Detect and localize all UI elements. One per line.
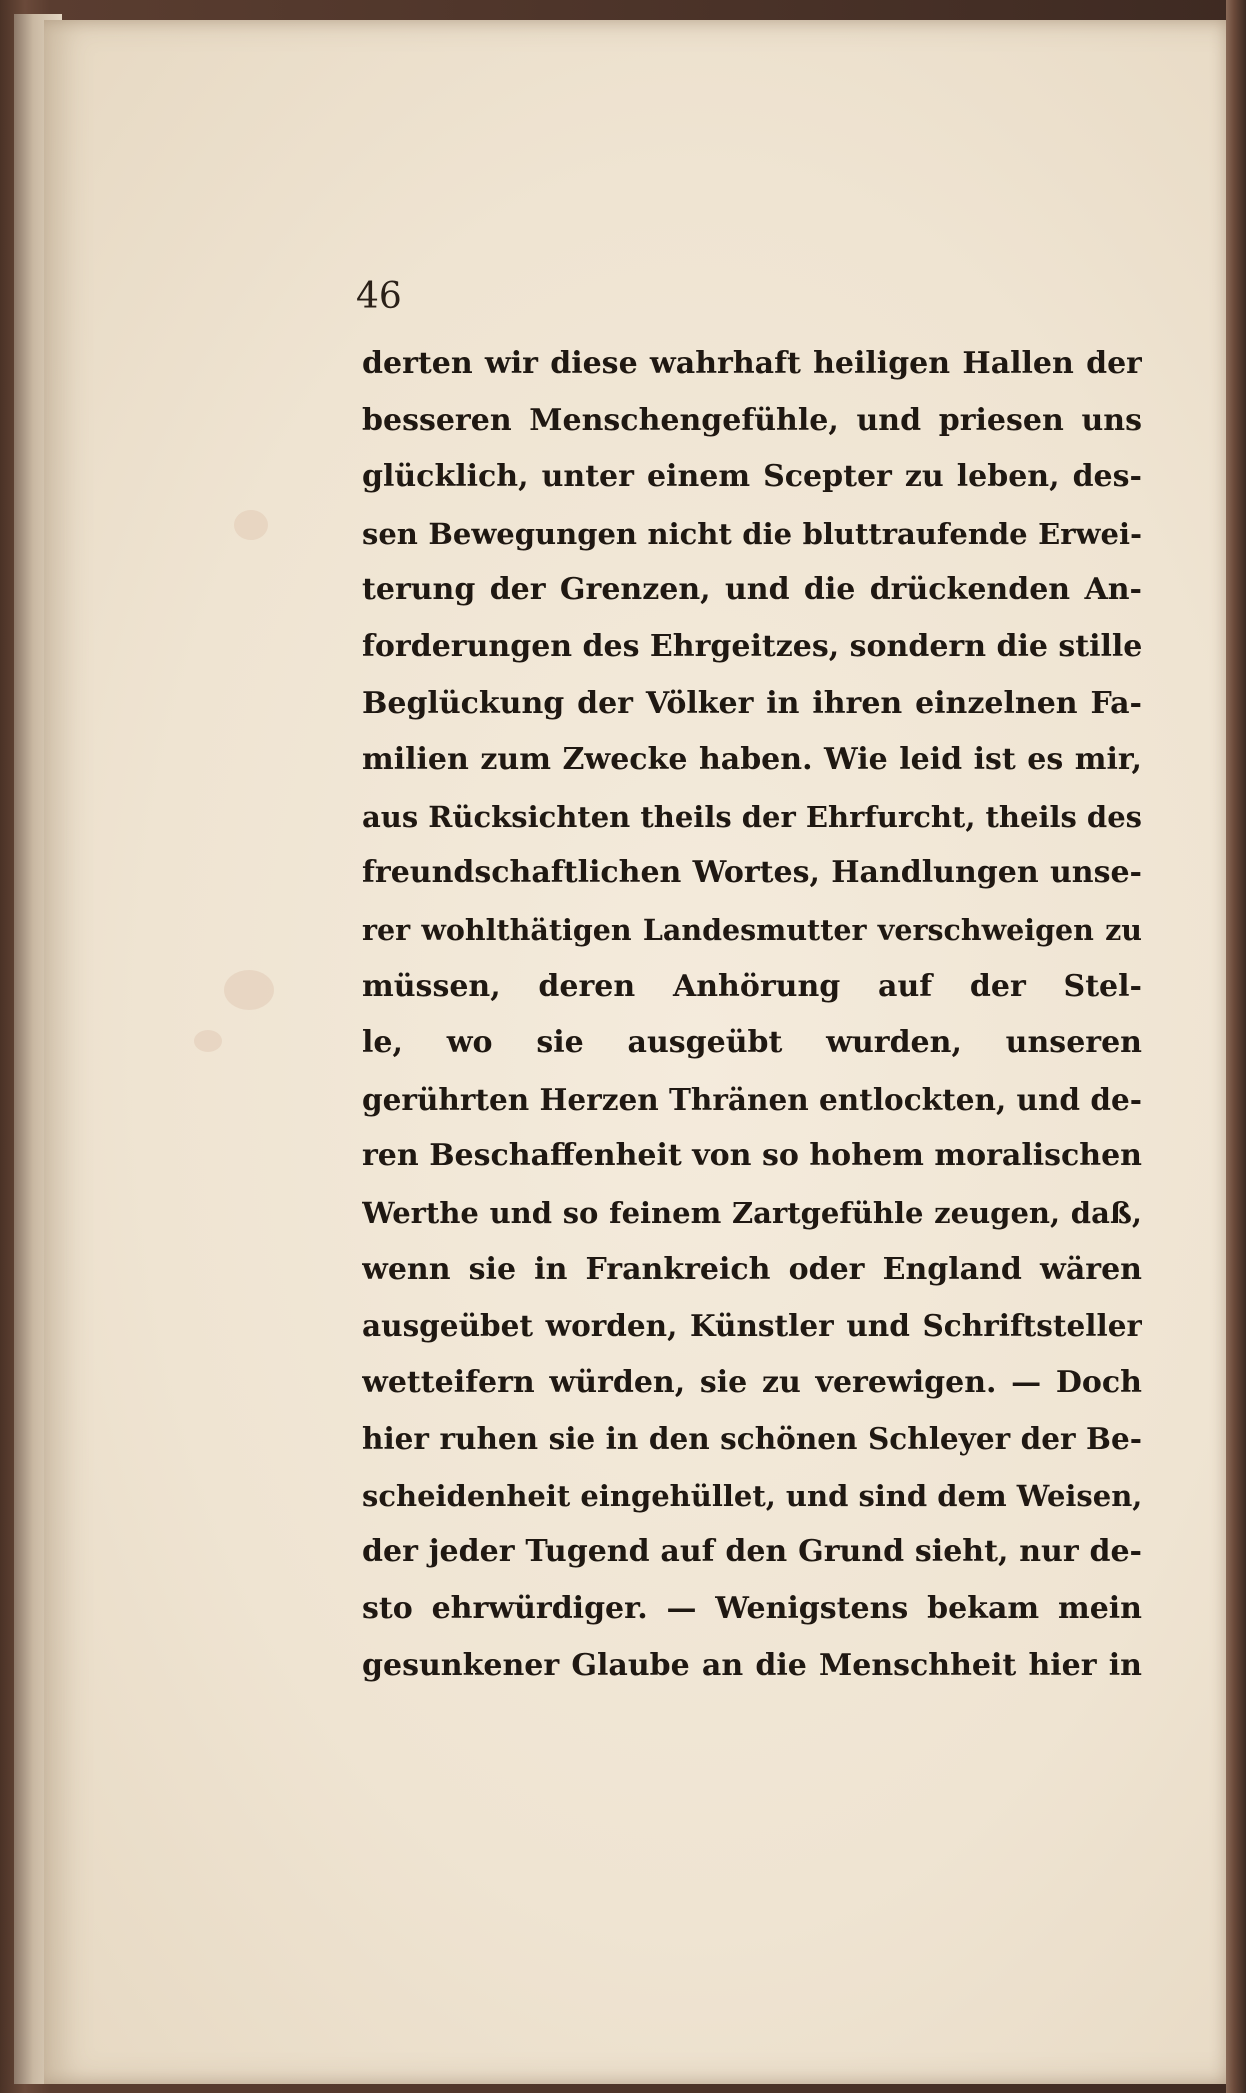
text-line: wetteifern würden, sie zu verewigen. — Doch: [362, 1364, 1142, 1400]
text-line: sen Bewegungen nicht die bluttraufende Erwei-: [362, 516, 1142, 551]
paper-stain: [234, 510, 268, 540]
text-line: scheidenheit eingehüllet, und sind dem Weisen,: [362, 1478, 1142, 1513]
text-line: hier ruhen sie in den schönen Schleyer der Be-: [362, 1421, 1142, 1457]
text-line: terung der Grenzen, und die drückenden An-: [362, 572, 1142, 608]
text-line: gerührten Herzen Thränen entlockten, und de-: [362, 1081, 1142, 1117]
text-line: ren Beschaffenheit von so hohem moralischen: [362, 1138, 1142, 1174]
text-line: freundschaftlichen Wortes, Handlungen unse-: [362, 855, 1142, 891]
body-text: [362, 336, 1142, 1694]
text-line: gesunkener Glaube an die Menschheit hier in: [362, 1647, 1142, 1683]
text-line: derten wir diese wahrhaft heiligen Hallen der: [362, 346, 1142, 381]
text-line: ausgeübet worden, Künstler und Schriftsteller: [362, 1308, 1142, 1344]
text-line: glücklich, unter einem Scepter zu leben, des-: [362, 459, 1142, 495]
text-line: milien zum Zwecke haben. Wie leid ist es mir,: [362, 742, 1142, 778]
text-line: wenn sie in Frankreich oder England wären: [362, 1251, 1142, 1287]
page-number: 46: [356, 276, 402, 317]
page-edge-right: [1226, 0, 1246, 2093]
text-line: müssen, deren Anhörung auf der Stel-: [362, 968, 1142, 1004]
paper-stain: [224, 970, 274, 1010]
text-line: forderungen des Ehrgeitzes, sondern die stille: [362, 628, 1142, 664]
paper-stain: [194, 1030, 222, 1052]
text-line: rer wohlthätigen Landesmutter verschweigen zu: [362, 912, 1142, 947]
text-line: sto ehrwürdiger. — Wenigstens bekam mein: [362, 1591, 1142, 1627]
text-line: le, wo sie ausgeübt wurden, unseren: [362, 1025, 1142, 1061]
text-line: besseren Menschengefühle, und priesen uns: [362, 402, 1142, 438]
text-line: der jeder Tugend auf den Grund sieht, nur de-: [362, 1534, 1142, 1570]
text-line: aus Rücksichten theils der Ehrfurcht, theils des: [362, 799, 1142, 834]
text-line: Beglückung der Völker in ihren einzelnen Fa-: [362, 685, 1142, 721]
text-line: Werthe und so feinem Zartgefühle zeugen, daß,: [362, 1195, 1142, 1230]
